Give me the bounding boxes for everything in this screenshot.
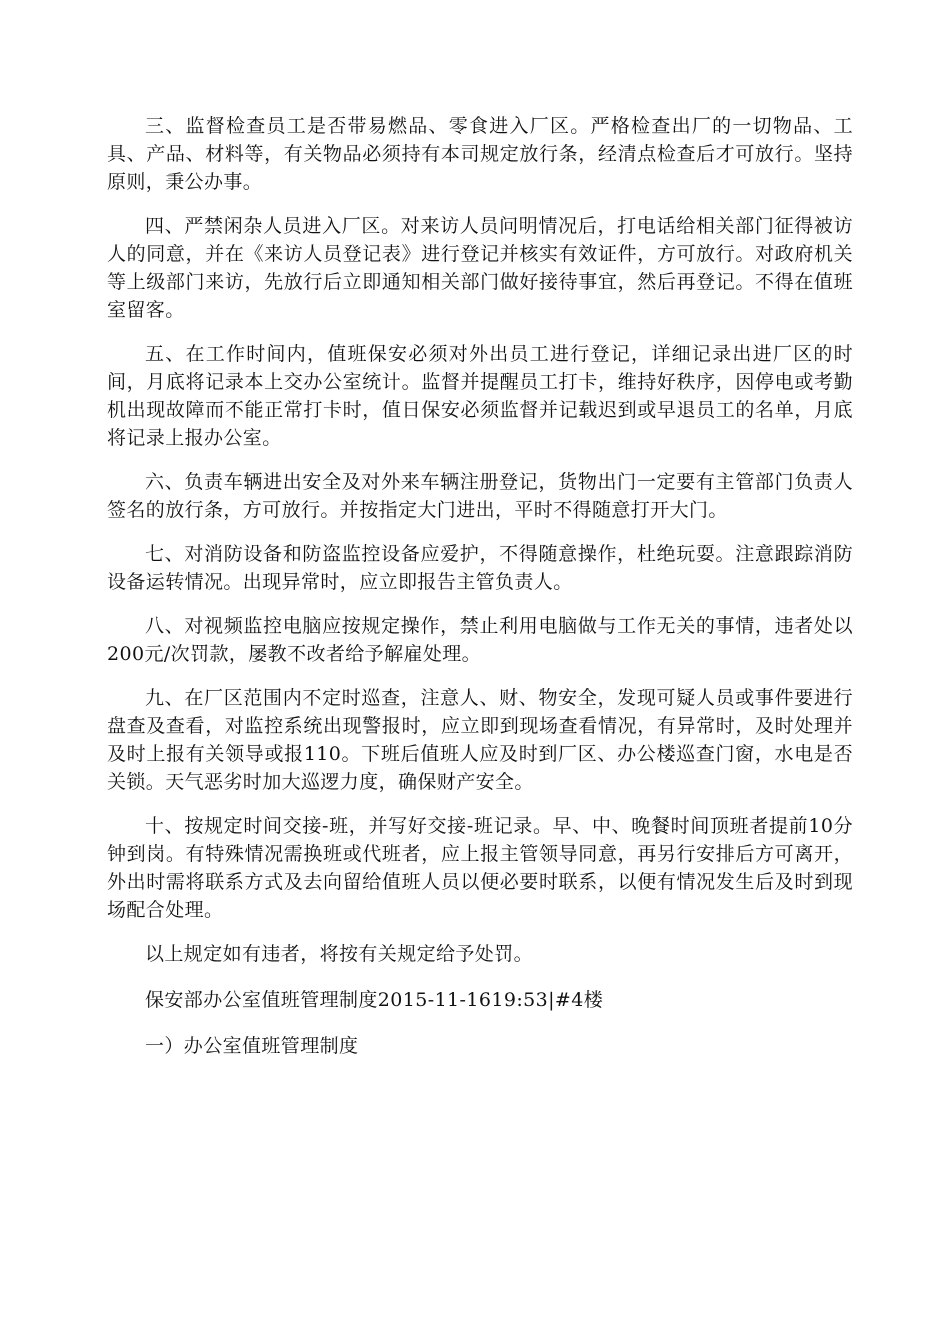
paragraph-rule-4: 四、严禁闲杂人员进入厂区。对来访人员问明情况后，打电话给相关部门征得被访人的同意，并在《来访人员登记表》进行登记并核实有效证件，方可放行。对政府机关等上级部门来访，先放行后立即通知相关部门做好接待事宜，然后再登记。不得在值班室留客。 xyxy=(107,215,853,321)
document-body xyxy=(107,112,853,1078)
section-heading-office-duty: 一）办公室值班管理制度 xyxy=(145,1035,359,1057)
paragraph-penalty-note: 以上规定如有违者，将按有关规定给予处罚。 xyxy=(145,943,534,965)
paragraph-rule-8: 八、对视频监控电脑应按规定操作，禁止利用电脑做与工作无关的事情，违者处以200元/次罚款，屡教不改者给予解雇处理。 xyxy=(107,615,853,665)
paragraph-rule-3: 三、监督检查员工是否带易燃品、零食进入厂区。严格检查出厂的一切物品、工具、产品、材料等，有关物品必须持有本司规定放行条，经清点检查后才可放行。坚持原则，秉公办事。 xyxy=(107,115,853,193)
paragraph-rule-5: 五、在工作时间内，值班保安必须对外出员工进行登记，详细记录出进厂区的时间，月底将记录本上交办公室统计。监督并提醒员工打卡，维持好秩序，因停电或考勤机出现故障而不能正常打卡时，值日保安必须监督并记载迟到或早退员工的名单，月底将记录上报办公室。 xyxy=(107,343,853,449)
paragraph-rule-7: 七、对消防设备和防盗监控设备应爱护，不得随意操作，杜绝玩耍。注意跟踪消防设备运转情况。出现异常时，应立即报告主管负责人。 xyxy=(107,543,853,593)
paragraph-rule-9: 九、在厂区范围内不定时巡查，注意人、财、物安全，发现可疑人员或事件要进行盘查及查看，对监控系统出现警报时，应立即到现场查看情况，有异常时，及时处理并及时上报有关领导或报110。下班后值班人应及时到厂区、办公楼巡查门窗，水电是否关锁。天气恶劣时加大巡逻力度，确保财产安全。 xyxy=(107,687,853,793)
paragraph-post-header: 保安部办公室值班管理制度2015-11-1619:53|#4楼 xyxy=(145,989,604,1011)
paragraph-rule-10: 十、按规定时间交接-班，并写好交接-班记录。早、中、晚餐时间顶班者提前10分钟到岗。有特殊情况需换班或代班者，应上报主管领导同意，再另行安排后方可离开，外出时需将联系方式及去向留给值班人员以便必要时联系，以便有情况发生后及时到现场配合处理。 xyxy=(107,815,853,921)
paragraph-rule-6: 六、负责车辆进出安全及对外来车辆注册登记，货物出门一定要有主管部门负责人签名的放行条，方可放行。并按指定大门进出，平时不得随意打开大门。 xyxy=(107,471,853,521)
